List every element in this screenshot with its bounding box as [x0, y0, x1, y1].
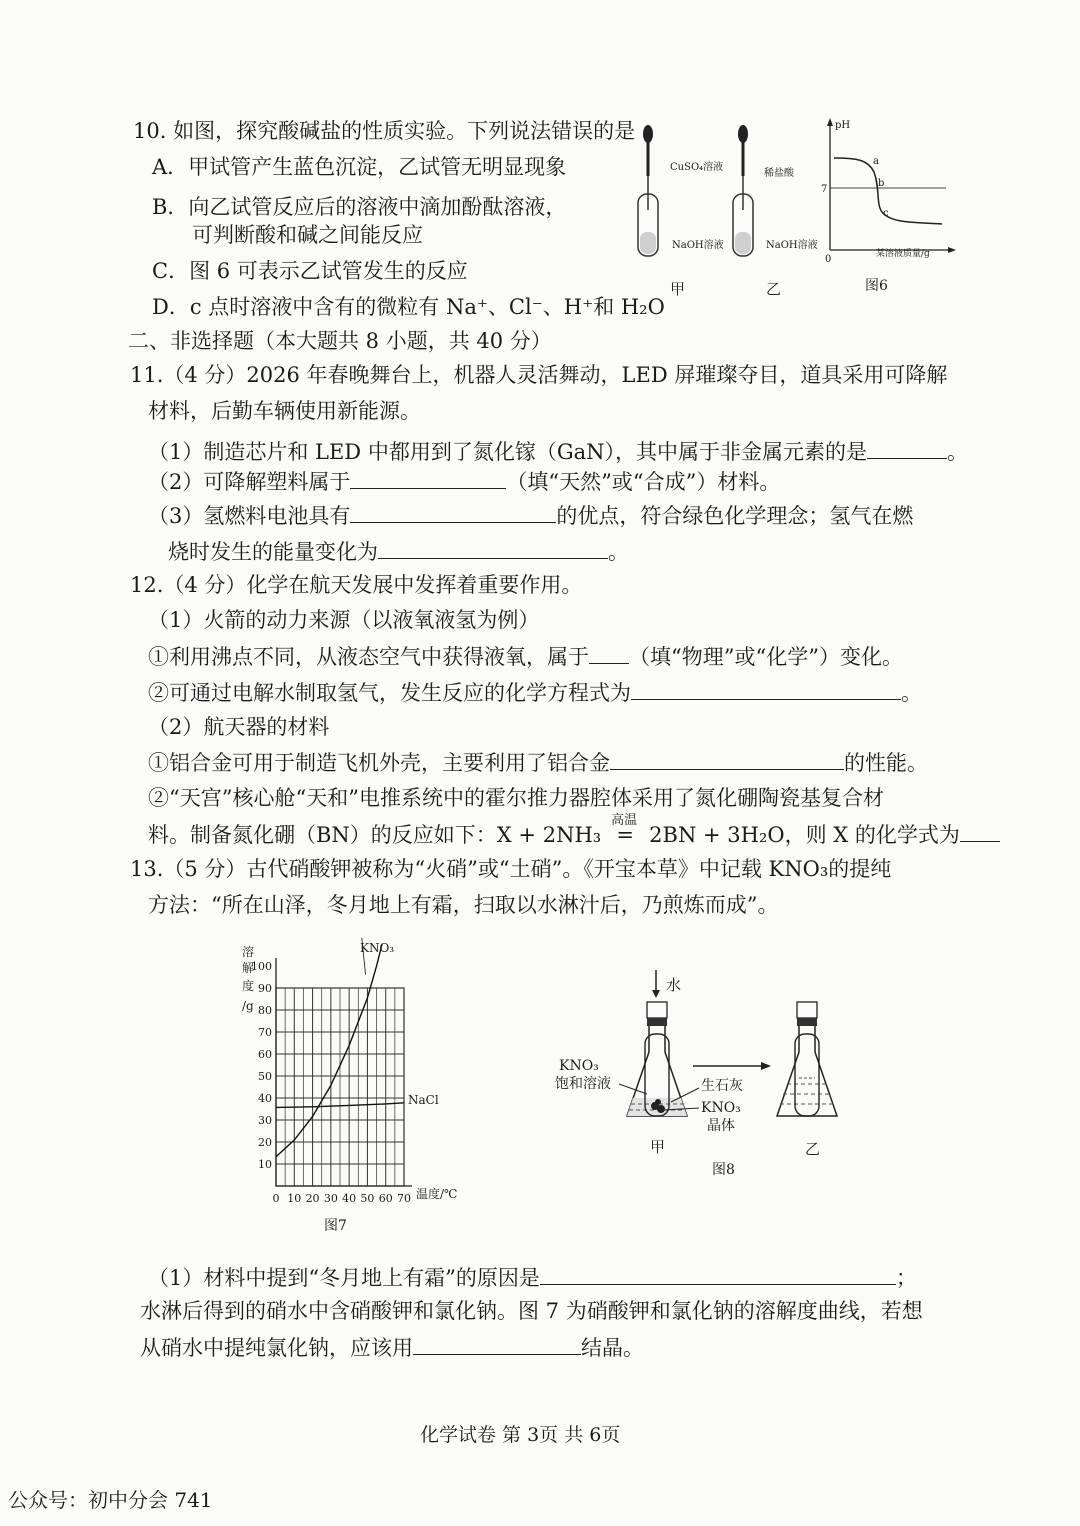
fig7-ytick-label: 30	[258, 1114, 272, 1127]
test-tube-jia	[638, 125, 658, 256]
fig8-crystal-label-1: KNO₃	[701, 1100, 741, 1116]
q12-sub2-a: ①铝合金可用于制造飞机外壳，主要利用了铝合金 的性能。	[148, 747, 928, 778]
graph-origin: 0	[825, 254, 832, 265]
fig7-kno3-curve	[276, 944, 382, 1157]
figure8-apparatus	[555, 966, 885, 1186]
answer-blank[interactable]	[413, 1332, 581, 1355]
q12-sub2: （2）航天器的材料	[148, 715, 330, 739]
fig7-xtick-label: 60	[378, 1192, 393, 1205]
answer-blank[interactable]	[350, 466, 506, 489]
q12-sub2-b-equation: 料。制备氮化硼（BN）的反应如下：X + 2NH₃ 高温 = 2BN + 3H₂O，则 X 的化学式为	[148, 819, 1000, 850]
fig7-ytick-label: 100	[251, 960, 272, 973]
fig7-ytick-label: 10	[258, 1158, 272, 1171]
fig8-water-label: 水	[666, 976, 682, 994]
fig8-caption: 图8	[712, 1162, 735, 1178]
fig7-xtick-label: 30	[323, 1192, 338, 1205]
fig7-caption: 图7	[324, 1218, 347, 1234]
fig8-label-yi: 乙	[805, 1140, 821, 1158]
q12-sub1-a: ①利用沸点不同，从液态空气中获得液氧，属于 （填“物理”或“化学”）变化。	[148, 641, 903, 672]
answer-blank[interactable]	[867, 436, 947, 459]
fig7-ytick-label: 70	[258, 1026, 272, 1039]
q11-stem-line1: 11.（4 分）2026 年春晚舞台上，机器人灵活舞动，LED 屏璀璨夺目，道具采用可降解	[130, 363, 948, 387]
q12-sub1: （1）火箭的动力来源（以液氧液氢为例）	[148, 608, 540, 632]
fig7-ytick-label: 80	[258, 1004, 272, 1017]
answer-blank[interactable]	[350, 500, 556, 523]
fig8-solution-label-2: 饱和溶液	[555, 1076, 611, 1092]
fig7-ytick-label: 90	[258, 982, 272, 995]
fig7-kno3-label: KNO₃	[360, 941, 395, 955]
q13-text-line2: 水淋后得到的硝水中含硝酸钾和氯化钠。图 7 为硝酸钾和氯化钠的溶解度曲线，若想	[140, 1299, 923, 1323]
fig7-nacl-label: NaCl	[408, 1093, 439, 1107]
fig7-ylabel-1: 溶	[242, 945, 255, 959]
fig8-crystal-label-2: 晶体	[707, 1118, 735, 1134]
fig7-xtick-label: 20	[305, 1192, 320, 1205]
q13-part1-cont: 从硝水中提纯氯化钠，应该用 结晶。	[140, 1332, 644, 1363]
answer-blank[interactable]	[378, 536, 608, 559]
fig7-ytick-label: 50	[258, 1070, 272, 1083]
fig7-xtick-label: 10	[287, 1192, 302, 1205]
fig8-solution-label-1: KNO₃	[559, 1058, 599, 1074]
fig7-ytick-label: 60	[258, 1048, 272, 1061]
fig7-ylabel-4: /g	[242, 999, 254, 1013]
tube1-label: 甲	[670, 280, 686, 298]
point-a-label: a	[873, 156, 879, 167]
point-b-label: b	[878, 178, 885, 189]
q10-option-d: D．c 点时溶液中含有的微粒有 Na⁺、Cl⁻、H⁺和 H₂O	[152, 295, 665, 319]
q13-part1: （1）材料中提到“冬月地上有霜”的原因是 ；	[148, 1262, 917, 1293]
answer-blank[interactable]	[610, 747, 844, 770]
q10-option-c: C．图 6 可表示乙试管发生的反应	[152, 259, 468, 283]
tube1-reagent: CuSO₄溶液	[670, 162, 724, 173]
flask-yi	[777, 1002, 837, 1116]
fig7-xlabel: 温度/℃	[416, 1187, 458, 1201]
q13-stem-line1: 13.（5 分）古代硝酸钾被称为“火硝”或“土硝”。《开宝本草》中记载 KNO₃的提纯	[130, 857, 892, 881]
q11-part2: （2）可降解塑料属于 （填“天然”或“合成”）材料。	[148, 466, 780, 497]
q13-stem-line2: 方法：“所在山泽，冬月地上有霜，扫取以水淋汁后，乃煎炼而成”。	[148, 893, 779, 917]
graph-xlabel: 某溶液质量/g	[876, 249, 930, 259]
q11-part3-cont: 烧时发生的能量变化为 。	[168, 536, 629, 567]
tube2-reagent: 稀盐酸	[764, 168, 794, 179]
fig7-xtick-label: 50	[360, 1192, 375, 1205]
tube1-solution: NaOH溶液	[672, 240, 724, 251]
q11-stem-line2: 材料，后勤车辆使用新能源。	[148, 399, 421, 423]
section2-heading: 二、非选择题（本大题共 8 小题，共 40 分）	[128, 329, 552, 353]
q10-stem: 10. 如图，探究酸碱盐的性质实验。下列说法错误的是	[133, 119, 636, 143]
fig7-ytick-label: 20	[258, 1136, 272, 1149]
fig7-ytick-label: 40	[258, 1092, 272, 1105]
fig7-xtick-label: 0	[272, 1192, 280, 1205]
fig7-xtick-label: 70	[397, 1192, 411, 1205]
q11-part1: （1）制造芯片和 LED 中都用到了氮化镓（GaN），其中属于非金属元素的是 。	[148, 436, 968, 467]
q10-option-a: A．甲试管产生蓝色沉淀，乙试管无明显现象	[152, 155, 567, 179]
watermark: 公众号：初中分会 741	[8, 1488, 213, 1512]
ph-graph	[827, 118, 956, 253]
fig8-quicklime-label: 生石灰	[701, 1078, 743, 1094]
q10-figure	[630, 112, 960, 308]
page-footer: 化学试卷 第 3页 共 6页	[420, 1424, 621, 1446]
point-c-label: c	[883, 208, 889, 219]
answer-blank[interactable]	[960, 819, 1000, 842]
q10-option-b-line1: B．向乙试管反应后的溶液中滴加酚酞溶液，	[152, 195, 567, 219]
fig8-label-jia: 甲	[650, 1138, 666, 1156]
tube2-label: 乙	[766, 280, 782, 298]
answer-blank[interactable]	[540, 1262, 896, 1285]
tube2-solution: NaOH溶液	[766, 240, 818, 251]
fig7-ylabel-2: 解	[242, 961, 255, 975]
answer-blank[interactable]	[589, 641, 629, 664]
q12-sub1-b: ②可通过电解水制取氢气，发生反应的化学方程式为 。	[148, 677, 922, 708]
graph-ylabel: pH	[835, 120, 851, 131]
test-tube-yi	[733, 125, 753, 256]
q11-part3: （3）氢燃料电池具有 的优点，符合绿色化学理念；氢气在燃	[148, 500, 913, 531]
figure6-caption: 图6	[865, 278, 888, 294]
fig7-xtick-label: 40	[342, 1192, 357, 1205]
q12-stem: 12.（4 分）化学在航天发展中发挥着重要作用。	[130, 573, 583, 597]
figure7-solubility-chart	[236, 938, 476, 1238]
answer-blank[interactable]	[631, 677, 901, 700]
q10-option-b-line2: 可判断酸和碱之间能反应	[192, 223, 423, 247]
fig7-ylabel-3: 度	[242, 979, 255, 993]
graph-tick-7: 7	[821, 184, 828, 195]
q12-sub2-b: ②“天宫”核心舱“天和”电推系统中的霍尔推力器腔体采用了氮化硼陶瓷基复合材	[148, 786, 884, 810]
